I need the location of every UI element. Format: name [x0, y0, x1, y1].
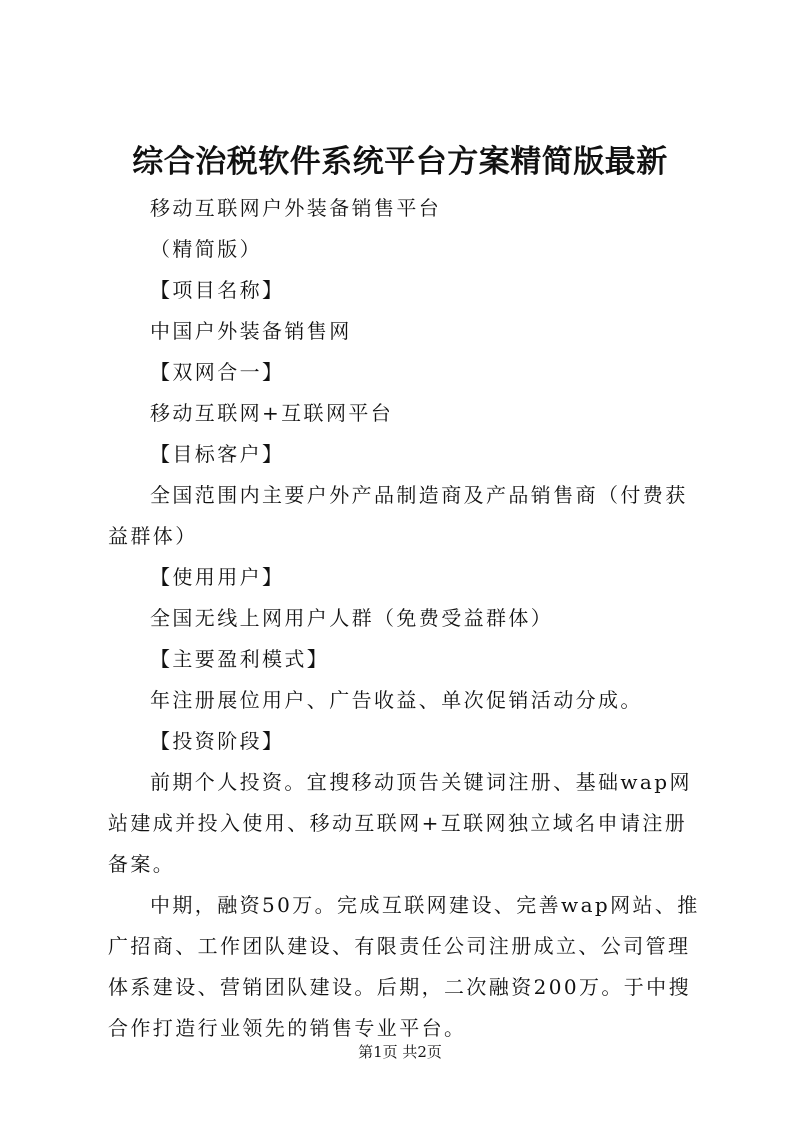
- heading-investment-stage: 【投资阶段】: [150, 729, 285, 753]
- document-body: [108, 188, 704, 1049]
- heading-dual-network: 【双网合一】: [150, 360, 285, 384]
- paragraph-mid-late-stage: 中期，融资50万。完成互联网建设、完善wap网站、推广招商、工作团队建设、有限责任公司注册成立、公司管理体系建设、营销团队建设。后期，二次融资200万。于中搜合作打造行业领先的销售专业平台。: [108, 893, 700, 1040]
- heading-users: 【使用用户】: [150, 565, 285, 589]
- paragraph-dual-network: 移动互联网+互联网平台: [150, 401, 394, 425]
- paragraph-users: 全国无线上网用户人群（免费受益群体）: [150, 606, 554, 630]
- subtitle-platform: 移动互联网户外装备销售平台: [150, 196, 442, 220]
- document-title: 综合治税软件系统平台方案精简版最新: [132, 144, 668, 180]
- subtitle-edition: （精简版）: [150, 237, 262, 261]
- page-number-footer: 第1页 共2页: [358, 1043, 442, 1061]
- paragraph-early-stage: 前期个人投资。宜搜移动顶告关键词注册、基础wap网站建成并投入使用、移动互联网+互联网独立域名申请注册备案。: [108, 770, 692, 876]
- paragraph-project-name: 中国户外装备销售网: [150, 319, 352, 343]
- heading-target-customers: 【目标客户】: [150, 442, 285, 466]
- paragraph-profit-model: 年注册展位用户、广告收益、单次促销活动分成。: [150, 688, 643, 712]
- heading-project-name: 【项目名称】: [150, 278, 285, 302]
- heading-profit-model: 【主要盈利模式】: [150, 647, 330, 671]
- paragraph-target-customers: 全国范围内主要户外产品制造商及产品销售商（付费获益群体）: [108, 483, 688, 548]
